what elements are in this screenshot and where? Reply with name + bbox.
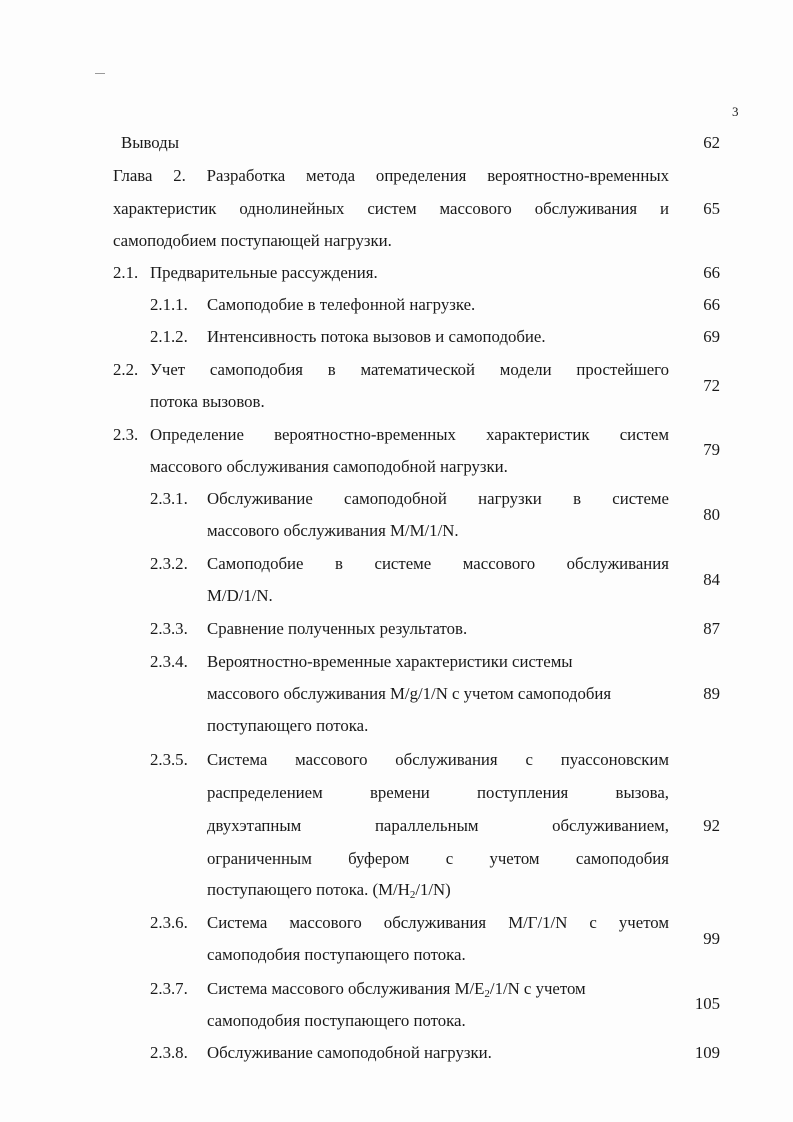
toc-num-2-3-2: 2.3.2.	[150, 554, 188, 573]
toc-entry-2-3-2-line2: M/D/1/N.	[207, 586, 273, 605]
toc-page-conclusions: 62	[703, 133, 720, 152]
toc-num-2-3-8: 2.3.8.	[150, 1043, 188, 1062]
toc-page-2-2: 72	[703, 376, 720, 395]
toc-page-2-3-3: 87	[703, 619, 720, 638]
toc-page-ch2: 65	[703, 199, 720, 218]
toc-entry-2-3-5-line5-a: поступающего потока. (M/H	[207, 880, 410, 899]
toc-num-2-1-2: 2.1.2.	[150, 327, 188, 346]
toc-page-2-3-7: 105	[694, 994, 720, 1013]
toc-entry-2-3-line2: массового обслуживания самоподобной нагрузки.	[150, 457, 508, 476]
toc-num-2-1-1: 2.1.1.	[150, 295, 188, 314]
toc-page-2-3-8: 109	[694, 1043, 720, 1062]
toc-num-2-3-3: 2.3.3.	[150, 619, 188, 638]
toc-entry-2-2-line1: Учет самоподобия в математической модели простейшего	[150, 360, 669, 379]
toc-num-2-3-6: 2.3.6.	[150, 913, 188, 932]
toc-num-2-3-5: 2.3.5.	[150, 750, 188, 769]
toc-entry-ch2-line2: характеристик однолинейных систем массового обслуживания и	[113, 199, 669, 218]
toc-num-2-3-1: 2.3.1.	[150, 489, 188, 508]
toc-entry-2-1-2: Интенсивность потока вызовов и самоподобие.	[207, 327, 546, 346]
toc-num-2-3-7: 2.3.7.	[150, 979, 188, 998]
toc-entry-2-3-3: Сравнение полученных результатов.	[207, 619, 468, 638]
subscript-2: 2	[409, 889, 416, 901]
toc-entry-2-3-5-line5	[207, 880, 451, 900]
toc-entry-2-1-1: Самоподобие в телефонной нагрузке.	[207, 295, 476, 314]
toc-entry-ch2-line1: Глава 2. Разработка метода определения вероятностно-временных	[113, 166, 669, 185]
toc-entry-2-1: Предварительные рассуждения.	[150, 263, 378, 282]
toc-entry-2-3-1-line1: Обслуживание самоподобной нагрузки в системе	[207, 489, 669, 508]
toc-num-2-3: 2.3.	[113, 425, 139, 444]
toc-entry-2-3-2-line1: Самоподобие в системе массового обслуживания	[207, 554, 669, 573]
toc-entry-2-3-4-line3: поступающего потока.	[207, 716, 369, 735]
toc-page-2-3: 79	[703, 440, 720, 459]
toc-entry-2-3-1-line2: массового обслуживания M/M/1/N.	[207, 521, 459, 540]
toc-page-2-3-2: 84	[703, 570, 720, 589]
toc-entry-2-3-5-line1: Система массового обслуживания с пуассоновским	[207, 750, 669, 769]
toc-page-2-1-2: 69	[703, 327, 720, 346]
toc-entry-2-2-line2: потока вызовов.	[150, 392, 265, 411]
toc-page-2-1: 66	[703, 263, 720, 282]
toc-entry-2-3-7-line1	[207, 979, 669, 999]
toc-entry-2-3-7-line1-a	[207, 979, 586, 999]
toc-entry-ch2-line3: самоподобием поступающей нагрузки.	[113, 231, 392, 250]
toc-entry-2-3-5-line5-b: /1/N)	[415, 880, 451, 899]
toc-page-2-1-1: 66	[703, 295, 720, 314]
page-number: 3	[732, 104, 739, 119]
toc-entry-2-3-7-prefix: Система массового обслуживания M/E	[207, 979, 485, 998]
toc-entry-2-3-5-line2: распределением времени поступления вызова,	[207, 783, 669, 802]
toc-entry-2-3-line1: Определение вероятностно-временных характеристик систем	[150, 425, 669, 444]
toc-page-2-3-6: 99	[703, 929, 720, 948]
toc-entry-2-3-5-line4: ограниченным буфером с учетом самоподобия	[207, 849, 669, 868]
toc-entry-2-3-6-line1: Система массового обслуживания M/Г/1/N с учетом	[207, 913, 669, 932]
toc-page-2-3-4: 89	[703, 684, 720, 703]
toc-page-2-3-1: 80	[703, 505, 720, 524]
toc-entry-2-3-6-line2: самоподобия поступающего потока.	[207, 945, 466, 964]
toc-page-2-3-5: 92	[703, 816, 720, 835]
subscript-2: 2	[484, 988, 490, 1000]
toc-num-2-2: 2.2.	[113, 360, 139, 379]
toc-entry-conclusions: Выводы	[121, 133, 179, 152]
toc-entry-2-3-7-line2: самоподобия поступающего потока.	[207, 1011, 466, 1030]
toc-entry-2-3-4-line2: массового обслуживания M/g/1/N с учетом самоподобия	[207, 684, 612, 703]
toc-entry-2-3-7-midfix: /1/N с учетом	[489, 979, 586, 998]
scan-mark	[95, 73, 105, 74]
toc-num-2-1: 2.1.	[113, 263, 139, 282]
toc-entry-2-3-4-line1: Вероятностно-временные характеристики системы	[207, 652, 573, 671]
toc-entry-2-3-5-line3: двухэтапным параллельным обслуживанием,	[207, 816, 669, 835]
toc-num-2-3-4: 2.3.4.	[150, 652, 188, 671]
toc-entry-2-3-8: Обслуживание самоподобной нагрузки.	[207, 1043, 492, 1062]
